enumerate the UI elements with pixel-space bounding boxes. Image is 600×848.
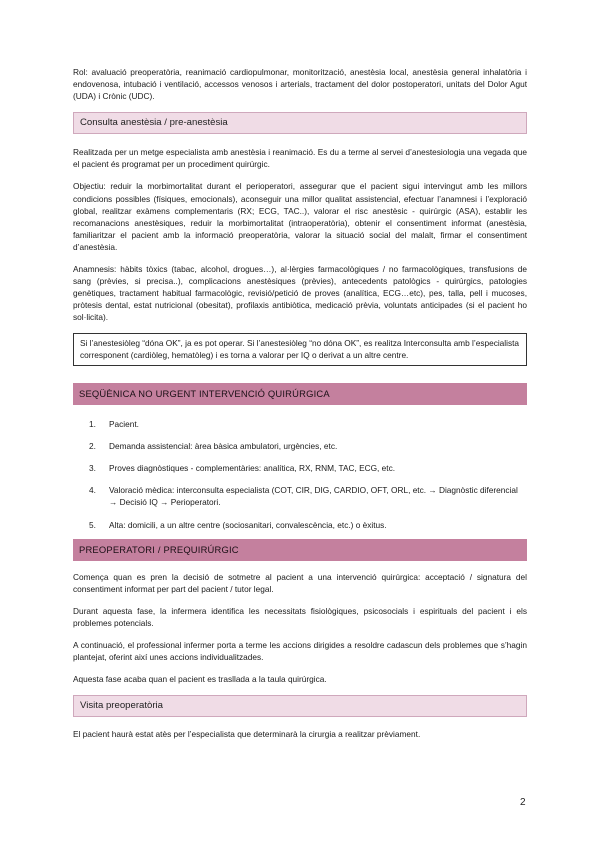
preop-paragraph-3: A continuació, el professional infermer porta a terme les accions dirigides a resoldre cadascun dels problemes que s’hagin plantejat, oferint així unes accions individualitzades. [73, 640, 527, 663]
list-item-number: 3. [89, 463, 96, 474]
consulta-paragraph-1: Realitzada per un metge especialista amb anestèsia i reanimació. Es du a terme al servei d’anestesiologia una vegada que el pacient és programat per un procediment quirúrgic. [73, 147, 527, 170]
preop-paragraph-1: Comença quan es pren la decisió de sotmetre al pacient a una intervenció quirúrgica: acceptació / signatura del consentiment informat per part del pacient / tutor legal. [73, 571, 527, 594]
list-item [73, 440, 527, 452]
sequence-list [73, 418, 527, 531]
list-item [73, 462, 527, 474]
list-item-number: 2. [89, 441, 96, 452]
preop-paragraph-2: Durant aquesta fase, la infermera identifica les necessitats fisiològiques, psicosocials i espirituals del pacient i els problemes potencials. [73, 605, 527, 628]
section-heading-consulta: Consulta anestèsia / pre-anestèsia [73, 112, 527, 134]
list-item-number: 1. [89, 419, 96, 430]
list-item-number: 5. [89, 519, 96, 530]
page-number: 2 [520, 797, 526, 808]
section-heading-sequencia: SEQÜÈNICA NO URGENT INTERVENCIÓ QUIRÚRGICA [73, 383, 527, 405]
anesthesiologist-note-box: Si l’anestesiòleg “dóna OK”, ja es pot operar. Si l’anestesiòleg “no dóna OK”, es realitza Interconsulta amb l’especialista corresponent (cardiòleg, hematòleg) i es torna a valorar per IQ o derivat a un altre centre. [73, 333, 527, 367]
list-item-text: Proves diagnòstiques - complementàries: analítica, RX, RNM, TAC, ECG, etc. [109, 463, 396, 474]
section-heading-preoperatori: PREOPERATORI / PREQUIRÚRGIC [73, 539, 527, 561]
list-item-text: Alta: domicili, a un altre centre (sociosanitari, convalescència, etc.) o èxitus. [109, 519, 387, 530]
visita-paragraph: El pacient haurà estat atès per l’especialista que determinarà la cirurgia a realitzar prèviament. [73, 729, 421, 740]
preop-paragraph-4: Aquesta fase acaba quan el pacient es trasllada a la taula quirúrgica. [73, 674, 327, 685]
list-item [73, 519, 527, 531]
list-item-number: 4. [89, 485, 96, 496]
anamnesis-paragraph: Anamnesis: hàbits tòxics (tabac, alcohol, drogues…), al·lèrgies farmacològiques / no farmacològiques, transfusions de sang (prèvies, si precisa..), complicacions anestèsiques (prèvies), antecedents patològics - quirúrgics, patologies genètiques, tractament habitual farmacològic, revisió/petició de proves (analítica, ECG…etc), pes, talla, pell i mucoses, pròtesis dental, estat nutricional (obesitat), profilaxis antibiòtica, medicació prèvia, voluntats anticipades (si el pacient ho sol·licita). [73, 264, 527, 323]
list-item [73, 484, 527, 508]
list-item [73, 418, 527, 430]
section-heading-visita: Visita preoperatòria [73, 695, 527, 717]
document-page [73, 66, 527, 740]
objectiu-paragraph: Objectiu: reduir la morbimortalitat durant el perioperatori, assegurar que el pacient sigui intervingut amb les millors condicions possibles (físiques, emocionals), aconseguir una millor qualitat assistencial, efectuar l’anamnesi i l’exploració global, realitzar exàmens complementaris (RX; ECG, TAC..), valorar el risc anestèsic - quirúrgic (ASA), establir les recomanacions anestèsiques, reduir la morbimortalitat (intraoperatòria), obtenir el consentiment informat (anestèsia, familiaritzar el pacient amb la informació preoperatòria, valorar la situació social del malalt, firmar el consentiment d’anestèsia. [73, 181, 527, 252]
list-item-text: Pacient. [109, 419, 139, 430]
rol-paragraph: Rol: avaluació preoperatòria, reanimació cardiopulmonar, monitorització, anestèsia local, anestèsia general inhalatòria i endovenosa, intubació i ventilació, accessos venosos i arterials, tractament del dolor postoperatori, unitats del Dolor Agut (UDA) i Crònic (UDC). [73, 67, 527, 102]
list-item-text: Demanda assistencial: àrea bàsica ambulatori, urgències, etc. [109, 441, 338, 452]
list-item-text: Valoració mèdica: interconsulta especialista (COT, CIR, DIG, CARDIO, OFT, ORL, etc. → Diagnòstic diferencial → Decisió IQ → Perioperatori. [109, 485, 518, 508]
